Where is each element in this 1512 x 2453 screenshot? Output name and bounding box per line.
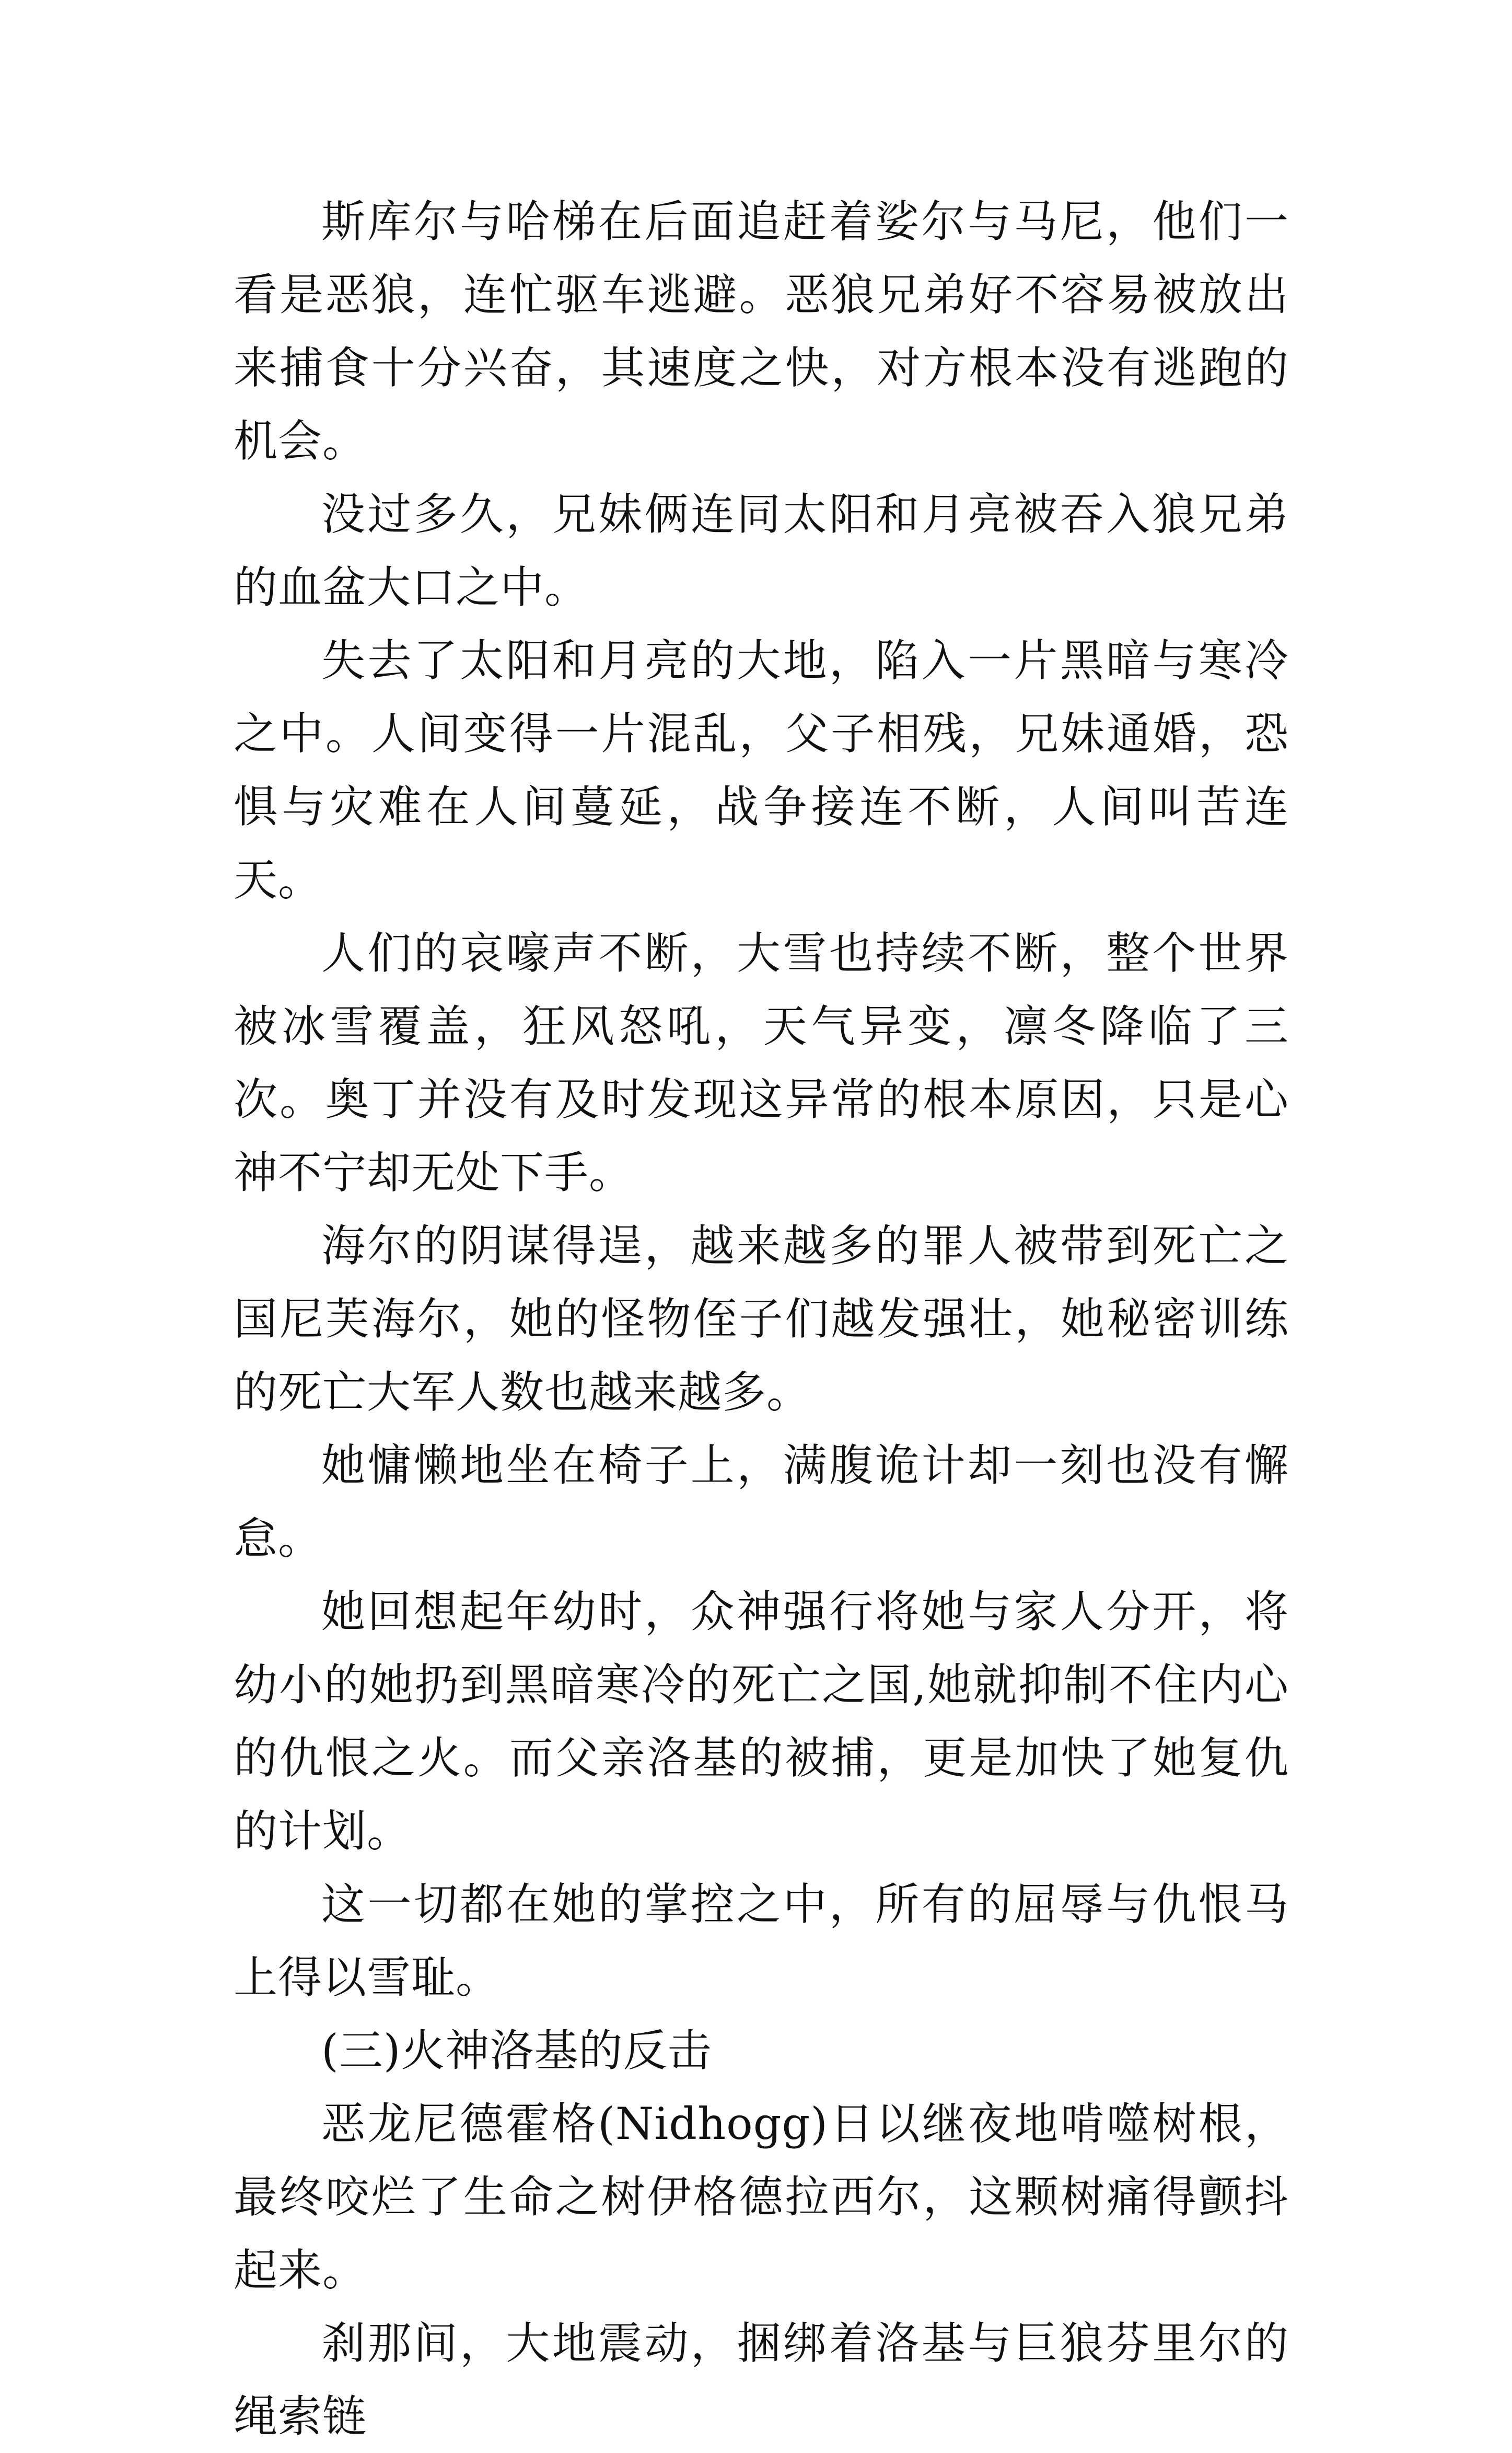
paragraph: 刹那间，大地震动，捆绑着洛基与巨狼芬里尔的绳索链 (234, 2318, 1289, 2442)
section-heading: (三)火神洛基的反击 (321, 2025, 712, 2076)
paragraph: 人们的哀嚎声不断，大雪也持续不断，整个世界被冰雪覆盖，狂风怒吼，天气异变，凛冬降临了三次。奥丁并没有及时发现这异常的根本原因，只是心神不宁却无处下手。 (234, 928, 1289, 1198)
paragraph: 她慵懒地坐在椅子上，满腹诡计却一刻也没有懈怠。 (234, 1440, 1289, 1564)
paragraph: 她回想起年幼时，众神强行将她与家人分开，将幼小的她扔到黑暗寒冷的死亡之国,她就抑制不住内心的仇恨之火。而父亲洛基的被捕，更是加快了她复仇的计划。 (234, 1586, 1289, 1857)
paragraph: 恶龙尼德霍格(Nidhogg)日以继夜地啃噬树根，最终咬烂了生命之树伊格德拉西尔，这颗树痛得颤抖起来。 (234, 2098, 1289, 2296)
paragraph: 没过多久，兄妹俩连同太阳和月亮被吞入狼兄弟的血盆大口之中。 (234, 489, 1289, 613)
paragraph: 失去了太阳和月亮的大地，陷入一片黑暗与寒冷之中。人间变得一片混乱，父子相残，兄妹通婚，恐惧与灾难在人间蔓延，战争接连不断，人间叫苦连天。 (234, 635, 1289, 906)
document-body (234, 185, 1289, 2453)
paragraph: 这一切都在她的掌控之中，所有的屈辱与仇恨马上得以雪耻。 (234, 1879, 1289, 2003)
paragraph: 斯库尔与哈梯在后面追赶着娑尔与马尼，他们一看是恶狼，连忙驱车逃避。恶狼兄弟好不容易被放出来捕食十分兴奋，其速度之快，对方根本没有逃跑的机会。 (234, 196, 1289, 467)
paragraph: 海尔的阴谋得逞，越来越多的罪人被带到死亡之国尼芙海尔，她的怪物侄子们越发强壮，她秘密训练的死亡大军人数也越来越多。 (234, 1220, 1289, 1418)
